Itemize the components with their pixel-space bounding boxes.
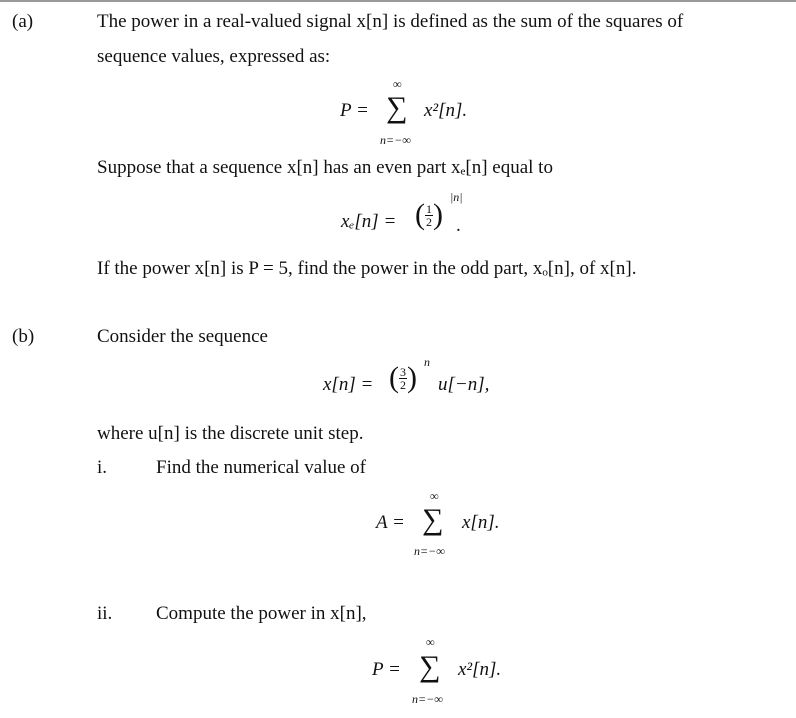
p-lower-limit: n=−∞	[412, 692, 443, 706]
power-term: x²[n].	[424, 100, 468, 121]
even-frac-den: 2	[426, 214, 432, 229]
a-lhs: A =	[376, 512, 405, 533]
p-lhs: P =	[372, 659, 401, 680]
seq-exponent: n	[424, 355, 430, 369]
even-lhs: xₑ[n] =	[341, 211, 397, 232]
top-rule	[0, 0, 796, 2]
seq-lhs: x[n] =	[323, 374, 374, 395]
p-upper-limit: ∞	[426, 635, 435, 649]
item-i-label: i.	[97, 457, 108, 478]
seq-frac-den: 2	[400, 377, 406, 392]
seq-fraction-group: ( $\frac{3}{2}$ )	[389, 361, 417, 394]
item-ii-label: ii.	[97, 603, 113, 624]
even-part-line: Suppose that a sequence x[n] has an even part xₑ[n] equal to	[97, 157, 553, 178]
a-term: x[n].	[462, 512, 500, 533]
part-a-line1: The power in a real-valued signal x[n] is defined as the sum of the squares of	[97, 11, 684, 32]
sum-lower-limit: n=−∞	[380, 133, 411, 147]
p-sigma-symbol: ∑	[419, 650, 441, 683]
even-end: .	[456, 215, 461, 236]
part-a-label: (a)	[12, 11, 34, 32]
a-sigma-symbol: ∑	[422, 503, 444, 536]
a-upper-limit: ∞	[430, 489, 439, 503]
where-line: where u[n] is the discrete unit step.	[97, 423, 364, 444]
sigma-symbol: ∑	[386, 91, 408, 124]
item-i-text: Find the numerical value of	[156, 457, 366, 478]
even-frac-num: 1	[426, 201, 432, 216]
part-b-label: (b)	[12, 326, 35, 347]
item-ii-text: Compute the power in x[n],	[156, 603, 367, 624]
sum-upper-limit: ∞	[393, 77, 402, 91]
part-a-question: If the power x[n] is P = 5, find the power in the odd part, xₒ[n], of x[n].	[97, 258, 637, 279]
even-exponent: |n|	[450, 190, 463, 204]
even-fraction-group: ( $\frac{1}{2}$ )	[415, 198, 443, 231]
power-lhs: P =	[340, 100, 369, 121]
a-lower-limit: n=−∞	[414, 544, 445, 558]
seq-frac-num: 3	[400, 364, 406, 379]
part-b-intro: Consider the sequence	[97, 326, 268, 347]
part-a-line2: sequence values, expressed as:	[97, 46, 331, 67]
p-term: x²[n].	[458, 659, 502, 680]
seq-rhs: u[−n],	[438, 374, 490, 395]
